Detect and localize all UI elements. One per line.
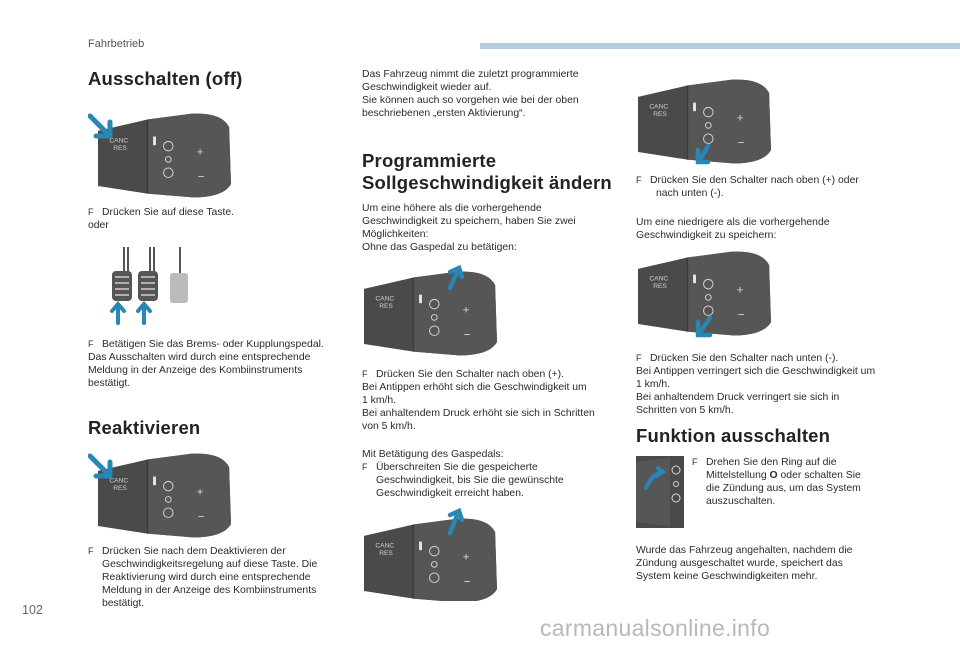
arrow-up-icon <box>112 304 124 323</box>
title-ausschalten: Ausschalten (off) <box>88 68 243 89</box>
final-note-block: Wurde das Fahrzeug angehalten, nachdem die Zündung ausgeschaltet wurde, speichert das System keine Geschwindigkeiten mehr. <box>636 545 853 582</box>
lower-speed-block: Um eine niedrigere als die vorhergehende Geschwindigkeit zu speichern: <box>636 217 830 241</box>
lever-illustration-up <box>362 262 512 358</box>
title-funktion-ausschalten: Funktion ausschalten <box>636 425 831 446</box>
lever-illustration-off <box>88 110 238 200</box>
lever-illustration-down <box>636 246 786 341</box>
header-bar <box>480 43 960 49</box>
arrow-up-icon <box>138 304 150 323</box>
ring-bullet-block: F Drehen Sie den Ring auf die Mittelstellung O oder schalten Sie die Zündung aus, um das System auszuschalten. <box>692 457 861 507</box>
updown-bullet-block: F Drücken Sie den Schalter nach oben (+) oder nach unten (-). <box>636 175 859 199</box>
reactivate-bullet-block: F Drücken Sie nach dem Deaktivieren der Geschwindigkeitsregelung auf diese Taste. Die Reaktivierung wird durch eine entsprechende Meldung in der Anzeige des Kombiinstruments bestätigt. <box>88 546 318 609</box>
title-programmierte: Programmierte Sollgeschwindigkeit ändern <box>362 150 612 193</box>
down-bullet-block: F Drücken Sie den Schalter nach unten (-). Bei Antippen verringert sich die Geschwindigkeit um 1 km/h. Bei anhaltendem Druck verringert sie sich in Schritten von 5 km/h. <box>636 353 876 416</box>
bullet-icon: F <box>636 175 642 185</box>
page-number: 102 <box>22 603 43 617</box>
lever-illustration-gas <box>362 505 512 601</box>
higher-speed-block: Um eine höhere als die vorhergehende Geschwindigkeit zu speichern, haben Sie zwei Möglichkeiten: Ohne das Gaspedal zu betätigen: <box>362 203 576 253</box>
section-header: Fahrbetrieb <box>88 38 145 50</box>
bullet-icon: F <box>88 339 94 349</box>
bullet-icon: F <box>88 546 94 556</box>
bullet-icon: F <box>88 207 94 217</box>
ring-illustration <box>636 456 684 528</box>
lever-illustration-updown <box>636 76 786 168</box>
pedal-bullet-block: F Betätigen Sie das Brems- oder Kupplungspedal. Das Ausschalten wird durch eine entsprechende Meldung in der Anzeige des Kombiinstruments bestätigt. <box>88 339 324 389</box>
bullet-icon: F <box>636 353 642 363</box>
up-bullet-block: F Drücken Sie den Schalter nach oben (+). Bei Antippen erhöht sich die Geschwindigkeit um 1 km/h. Bei anhaltendem Druck erhöht sie sich in Schritten von 5 km/h. <box>362 369 595 432</box>
lever-illustration-reactivate <box>88 450 238 540</box>
off-bullet-block: F Drücken Sie auf diese Taste. oder <box>88 207 235 231</box>
watermark: carmanualsonline.info <box>540 615 771 641</box>
intro-block: Das Fahrzeug nimmt die zuletzt programmierte Geschwindigkeit wieder auf. Sie können auch so vorgehen wie bei der oben beschriebenen „ersten Aktivierung“. <box>362 69 579 119</box>
pedals-illustration <box>100 243 210 325</box>
gas-pedal-block: Mit Betätigung des Gaspedals: F Überschreiten Sie die gespeicherte Geschwindigkeit, bis Sie die gewünschte Geschwindigkeit erreicht haben. <box>362 449 564 499</box>
title-reaktivieren: Reaktivieren <box>88 417 201 438</box>
bullet-icon: F <box>362 462 368 472</box>
bullet-icon: F <box>692 457 698 467</box>
bullet-icon: F <box>362 369 368 379</box>
